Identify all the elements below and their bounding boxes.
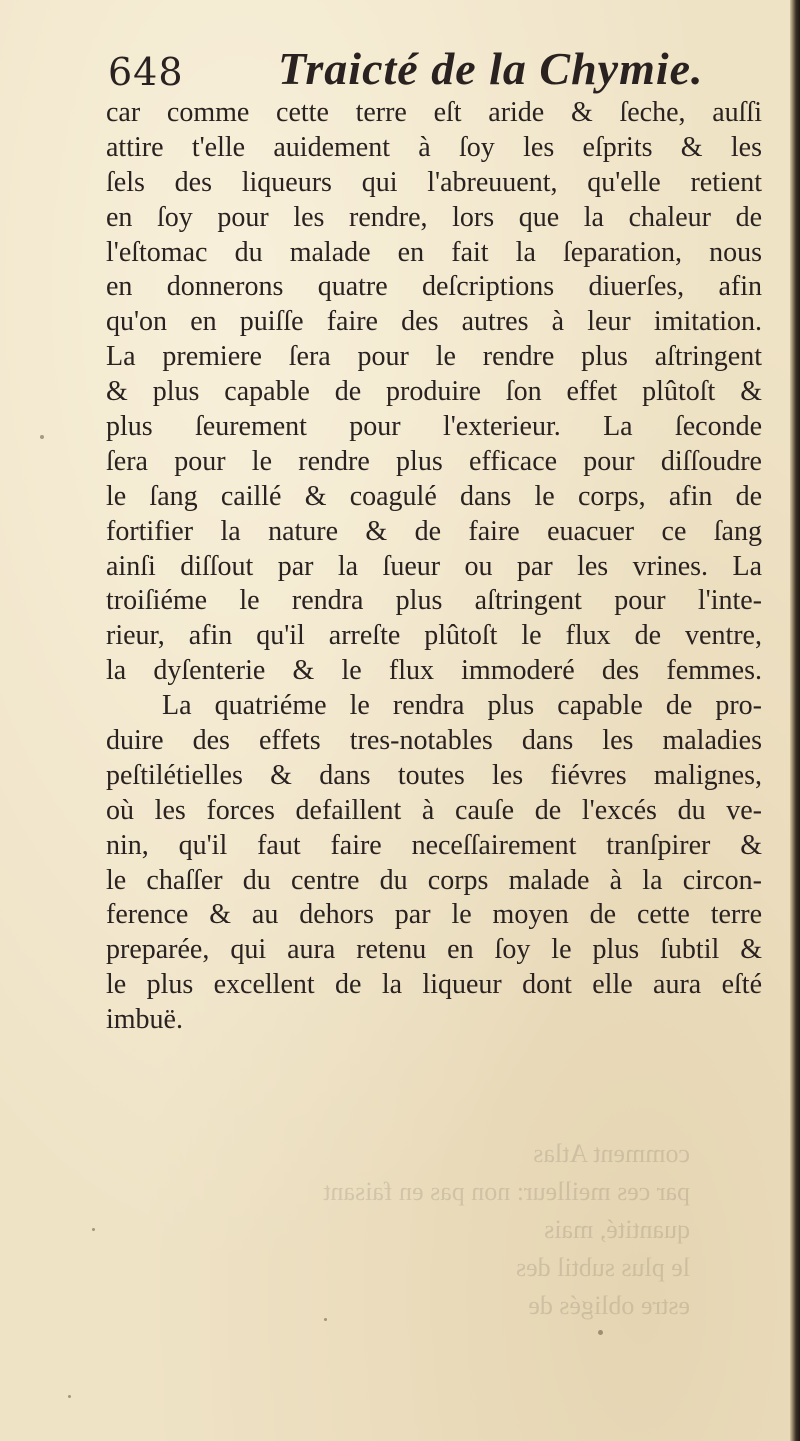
paper-speck (324, 1318, 327, 1321)
text-line: peſtilétielles & dans toutes les fiévres malignes, (106, 759, 762, 791)
text-line: rieur, afin qu'il arreſte plûtoſt le flux de ventre, (106, 620, 762, 652)
show-through-line: le plus subtil des (515, 1253, 690, 1282)
text-line: duire des effets tres-notables dans les maladies (106, 725, 762, 757)
text-line: le chaſſer du centre du corps malade à la circon- (106, 864, 762, 896)
body-text (106, 96, 762, 1038)
paper-speck (598, 1330, 603, 1335)
paper-speck (92, 1228, 95, 1231)
text-line: en donnerons quatre deſcriptions diuerſes, afin (106, 271, 762, 303)
show-through-line: comment Atlas (533, 1139, 690, 1168)
text-line: le plus excellent de la liqueur dont elle aura eſté (106, 969, 762, 1001)
text-line: en ſoy pour les rendre, lors que la chaleur de (106, 201, 762, 233)
page-number: 648 (108, 50, 184, 94)
paper-speck (68, 1395, 71, 1398)
text-line: La premiere ſera pour le rendre plus aſtringent (106, 341, 762, 373)
text-line: ainſi diſſout par la ſueur ou par les vrines. La (106, 550, 762, 582)
show-through-line: quantité, mais (544, 1215, 690, 1244)
text-line: qu'on en puiſſe faire des autres à leur imitation. (106, 306, 762, 338)
text-line: l'eſtomac du malade en fait la ſeparation, nous (106, 236, 762, 268)
text-line: le ſang caillé & coagulé dans le corps, afin de (106, 480, 762, 512)
text-line: ference & au dehors par le moyen de cette terre (106, 899, 762, 931)
paper-speck (40, 435, 44, 439)
show-through-line: par ces meilleur: non pas en faisant (323, 1177, 690, 1206)
page-edge-shadow (790, 0, 800, 1441)
text-line: ſels des liqueurs qui l'abreuuent, qu'elle retient (106, 166, 762, 198)
text-line: car comme cette terre eſt aride & ſeche, auſſi (106, 97, 762, 128)
text-line: plus ſeurement pour l'exterieur. La ſeconde (106, 411, 762, 443)
text-line: ſera pour le rendre plus efficace pour diſſoudre (106, 445, 762, 477)
text-line-last: imbuë. (106, 1004, 183, 1036)
page-header (108, 40, 708, 100)
text-line: fortifier la nature & de faire euacuer ce ſang (106, 515, 762, 547)
running-title: Traicté de la Chymie. (278, 43, 704, 94)
show-through-line: estre obligés de (528, 1291, 690, 1320)
text-line: troiſiéme le rendra plus aſtringent pour l'inte- (106, 585, 762, 617)
text-line: nin, qu'il faut faire neceſſairement tranſpirer & (106, 829, 762, 861)
text-line: attire t'elle auidement à ſoy les eſprits & les (106, 131, 762, 163)
text-line: & plus capable de produire ſon effet plûtoſt & (106, 376, 762, 408)
paragraph-start-line: La quatriéme le rendra plus capable de pro- (162, 690, 762, 722)
text-line: preparée, qui aura retenu en ſoy le plus ſubtil & (106, 934, 762, 966)
text-line: où les forces defaillent à cauſe de l'excés du ve- (106, 794, 762, 826)
text-line: la dyſenterie & le flux immoderé des femmes. (106, 655, 762, 687)
show-through-text (90, 1135, 690, 1325)
